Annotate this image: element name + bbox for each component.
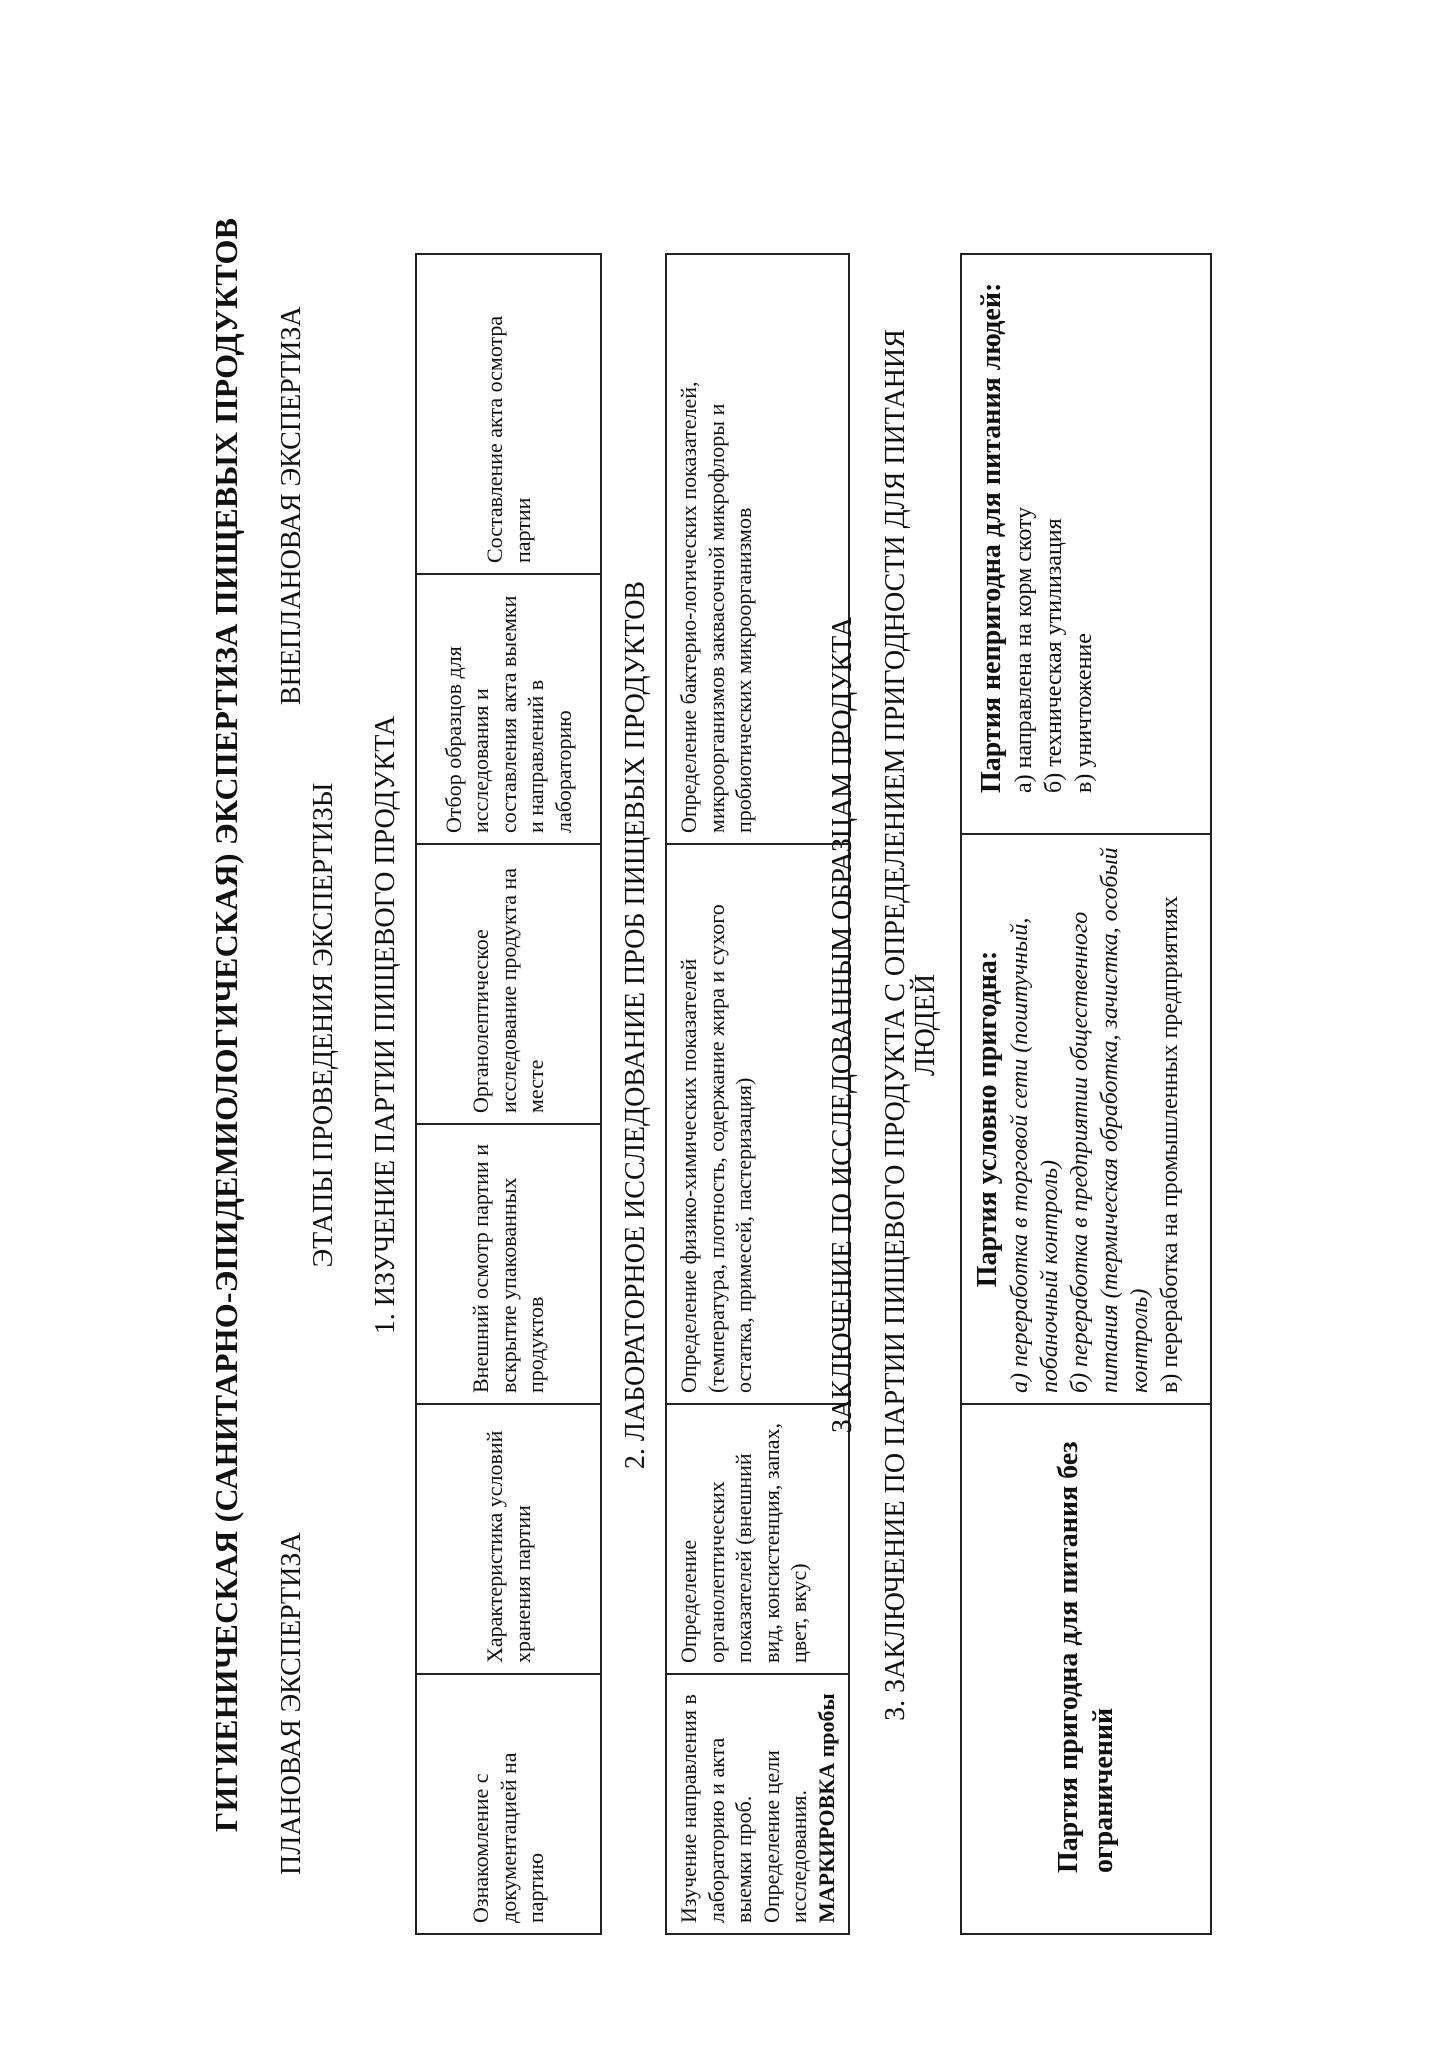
section1-cell: Ознакомление с документацией на партию	[416, 1674, 601, 1934]
section2-cell: Определение бактерио-логических показателей, микроорганизмов заквасочной микрофлоры и пробиотических микроорганизмов	[666, 254, 849, 844]
section1-table	[415, 253, 602, 1935]
rotated-document-sheet	[180, 115, 1330, 1935]
section1-cell: Составление акта осмотра партии	[416, 254, 601, 574]
unsuitable-option-a: а) направлена на корм скоту	[1011, 506, 1037, 793]
section1-cell: Внешний осмотр партии и вскрытие упакованных продуктов	[416, 1124, 601, 1404]
section2-request-text: Изучение направления в лабораторию и акта выемки проб. Определение цели исследования.	[676, 1694, 811, 1923]
section2-cell: Определение физико-химических показателей (температура, плотность, содержание жира и сухого остатка, примесей, пастеризация)	[666, 844, 849, 1404]
section2-cell-request	[666, 1674, 849, 1934]
unsuitable-option-c: в) уничтожение	[1071, 633, 1097, 793]
section3-table	[960, 253, 1212, 1935]
planned-expertise-label: ПЛАНОВАЯ ЭКСПЕРТИЗА	[276, 1532, 307, 1875]
section3-title-line1: 3. ЗАКЛЮЧЕНИЕ ПО ПАРТИИ ПИЩЕВОГО ПРОДУКТА С ОПРЕДЕЛЕНИЕМ ПРИГОДНОСТИ ДЛЯ ПИТАНИЯ	[880, 329, 911, 1721]
stages-title: ЭТАПЫ ПРОВЕДЕНИЯ ЭКСПЕРТИЗЫ	[308, 782, 339, 1268]
section1-cell: Характеристика условий хранения партии	[416, 1404, 601, 1674]
conditional-option-a: а) переработка в торговой сети (поштучный, побаночный контроль)	[1007, 917, 1063, 1393]
suitable-verdict: Партия пригодна для питания без ограничений	[961, 1404, 1211, 1934]
unsuitable-verdict	[961, 254, 1211, 834]
unsuitable-option-b: б) техническая утилизация	[1041, 518, 1067, 793]
section3-title-line2: ЛЮДЕЙ	[910, 973, 941, 1077]
section1-title: 1. ИЗУЧЕНИЕ ПАРТИИ ПИЩЕВОГО ПРОДУКТА	[370, 715, 401, 1335]
section2-table	[665, 253, 850, 1935]
section2-title: 2. ЛАБОРАТОРНОЕ ИССЛЕДОВАНИЕ ПРОБ ПИЩЕВЫХ ПРОДУКТОВ	[620, 580, 651, 1470]
conditional-heading: Партия условно пригодна:	[972, 950, 1003, 1288]
conditional-option-c: в) переработка на промышленных предприятиях	[1157, 895, 1183, 1393]
conditional-verdict	[961, 834, 1211, 1404]
samples-conclusion: ЗАКЛЮЧЕНИЕ ПО ИССЛЕДОВАННЫМ ОБРАЗЦАМ ПРОДУКТА	[827, 616, 858, 1434]
document-title: ГИГИЕНИЧЕСКАЯ (САНИТАРНО-ЭПИДЕМИОЛОГИЧЕСКАЯ) ЭКСПЕРТИЗА ПИЩЕВЫХ ПРОДУКТОВ	[208, 217, 244, 1833]
section1-cell: Отбор образцов для исследования и составления акта выемки и направлений в лабораторию	[416, 574, 601, 844]
section1-cell: Органолептическое исследование продукта на месте	[416, 844, 601, 1124]
unplanned-expertise-label: ВНЕПЛАНОВАЯ ЭКСПЕРТИЗА	[276, 306, 307, 705]
unsuitable-heading: Партия непригодна для питания людей:	[976, 282, 1007, 793]
sample-marking-label: МАРКИРОВКА пробы	[813, 1693, 839, 1923]
section2-cell: Определение органолептических показателей (внешний вид, консистенция, запах, цвет, вкус)	[666, 1404, 849, 1674]
conditional-option-b: б) переработка в предприятии общественного питания (термическая обработка, зачистка, особый контроль)	[1067, 847, 1153, 1393]
